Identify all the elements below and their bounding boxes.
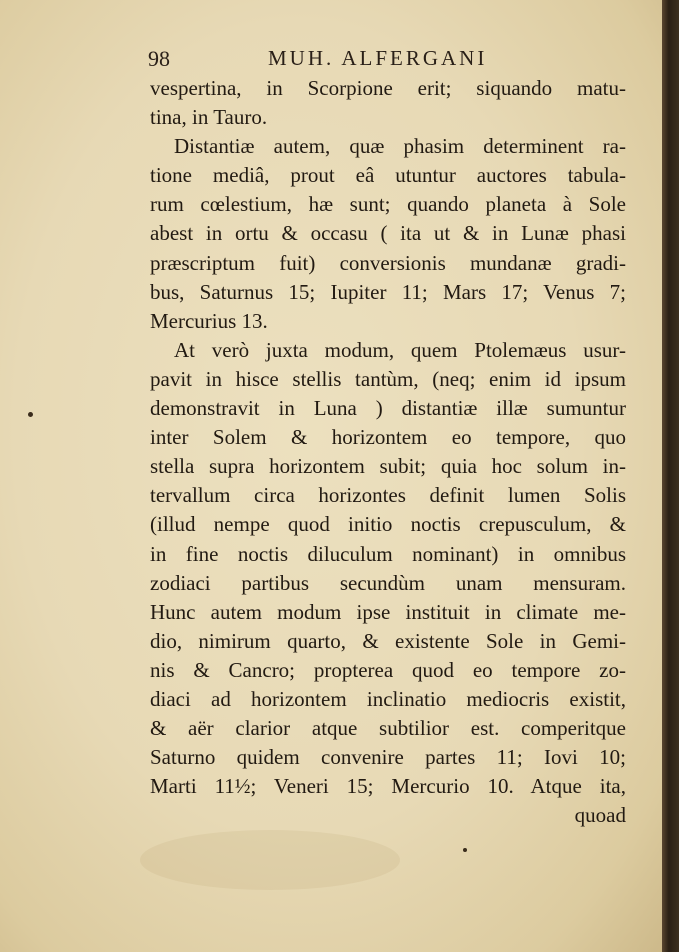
text-line: diaci ad horizontem inclinatio mediocris existit, — [150, 686, 626, 711]
catchword: quoad — [574, 803, 626, 828]
running-title: MUH. ALFERGANI — [268, 46, 488, 70]
text-line: præscriptum fuit) conversionis mundanæ gradi- — [150, 250, 626, 275]
text-line: rum cœlestium, hæ sunt; quando planeta à Sole — [150, 192, 626, 217]
text-line: Marti 11½; Veneri 15; Mercurio 10. Atque ita, — [150, 774, 626, 799]
text-line: inter Solem & horizontem eo tempore, quo — [150, 425, 626, 450]
page-number: 98 — [148, 46, 170, 71]
text-line: tina, in Tauro. — [150, 105, 268, 130]
text-line: dio, nimirum quarto, & existente Sole in Gemi- — [150, 628, 626, 653]
text-line: demonstravit in Luna ) distantiæ illæ sumuntur — [150, 396, 626, 421]
text-line: tione mediâ, prout eâ utuntur auctores tabula- — [150, 163, 626, 188]
text-line: nis & Cancro; propterea quod eo tempore zo- — [150, 657, 626, 682]
text-line: Saturno quidem convenire partes 11; Iovi 10; — [150, 745, 626, 770]
text-line: in fine noctis diluculum nominant) in omnibus — [150, 541, 626, 566]
text-line: stella supra horizontem subit; quia hoc solum in- — [150, 454, 626, 479]
text-line: tervallum circa horizontes definit lumen Solis — [150, 483, 626, 508]
text-line: Mercurius 13. — [150, 308, 268, 333]
text-line: bus, Saturnus 15; Iupiter 11; Mars 17; Venus 7; — [150, 279, 626, 304]
text-line: & aër clarior atque subtilior est. comperitque — [150, 716, 626, 741]
paper-stain — [140, 830, 400, 890]
running-head — [148, 40, 628, 74]
text-line: pavit in hisce stellis tantùm, (neq; enim id ipsum — [150, 366, 626, 391]
body-text — [150, 74, 626, 830]
text-line: zodiaci partibus secundùm unam mensuram. — [150, 570, 626, 595]
text-line: Distantiæ autem, quæ phasim determinent ra- — [174, 134, 626, 159]
ink-speck — [28, 412, 33, 417]
text-line: abest in ortu & occasu ( ita ut & in Lunæ phasi — [150, 221, 626, 246]
text-line: (illud nempe quod initio noctis crepusculum, & — [150, 512, 626, 537]
text-line: Hunc autem modum ipse instituit in climate me- — [150, 599, 626, 624]
text-line: At verò juxta modum, quem Ptolemæus usur- — [174, 337, 626, 362]
ink-speck — [463, 848, 467, 852]
text-line: vespertina, in Scorpione erit; siquando matu- — [150, 76, 626, 100]
page-edge-shadow — [662, 0, 679, 952]
